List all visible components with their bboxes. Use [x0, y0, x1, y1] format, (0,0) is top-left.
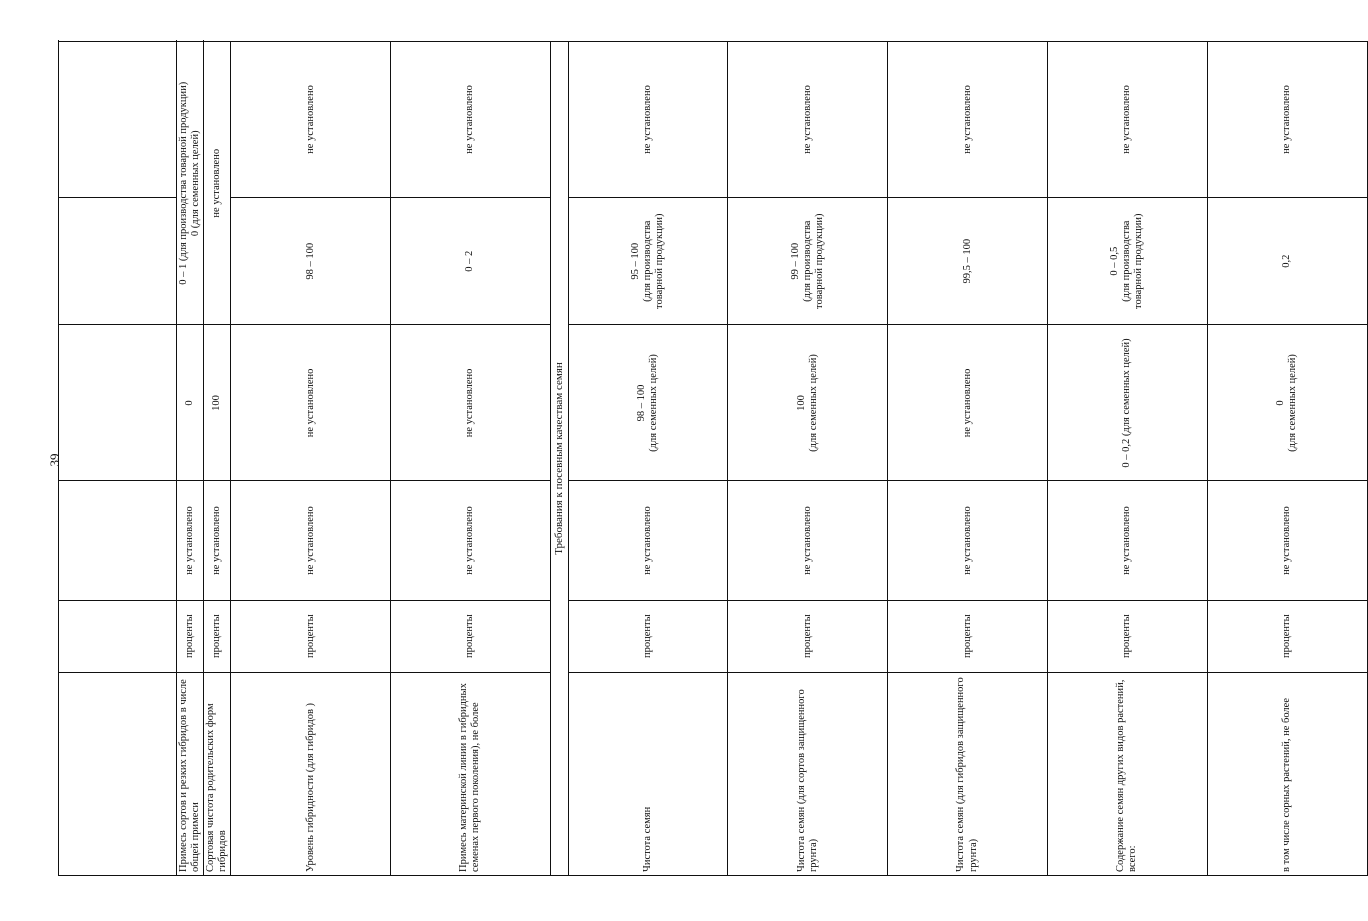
unit-cell: проценты — [1207, 600, 1367, 672]
table-row — [728, 42, 888, 876]
value-cell: не установлено — [1207, 42, 1367, 198]
param-cell: Чистота семян — [568, 672, 728, 875]
value-cell: не установлено — [177, 481, 204, 600]
value-cell: 100 — [204, 325, 231, 481]
value-cell: 0 – 2 — [391, 198, 551, 325]
value-cell: не установлено — [1047, 481, 1207, 600]
table-row — [177, 42, 204, 876]
table-row — [1207, 42, 1367, 876]
empty-cell — [59, 600, 177, 672]
empty-cell — [59, 672, 177, 875]
param-cell: Чистота семян (для сортов защищенного грунта) — [728, 672, 888, 875]
value-cell: не установлено — [391, 481, 551, 600]
table-row — [391, 42, 551, 876]
value-cell: 99 – 100 (для производства товарной продукции) — [728, 198, 888, 325]
value-cell: не установлено — [1047, 42, 1207, 198]
value-cell: не установлено — [231, 325, 391, 481]
value-cell: не установлено — [728, 42, 888, 198]
param-cell: Содержание семян других видов растений, всего: — [1047, 672, 1207, 875]
param-cell: Чистота семян (для гибридов защищенного грунта) — [888, 672, 1048, 875]
table-row — [231, 42, 391, 876]
table-row — [1047, 42, 1207, 876]
value-cell: не установлено — [231, 481, 391, 600]
empty-cell — [59, 42, 177, 198]
rotated-table-container — [58, 41, 1299, 876]
value-cell: не установлено — [1207, 481, 1367, 600]
value-cell: не установлено — [568, 42, 728, 198]
value-cell: 0 – 1 (для производства товарной продукции) 0 (для семенных целей) — [177, 42, 204, 325]
value-cell: не установлено — [231, 42, 391, 198]
value-cell: 99,5 – 100 — [888, 198, 1048, 325]
value-cell: не установлено — [204, 481, 231, 600]
table-row — [568, 42, 728, 876]
table-row — [204, 42, 231, 876]
value-cell: 0 — [177, 325, 204, 481]
table-row — [888, 42, 1048, 876]
seed-quality-table — [58, 41, 1368, 876]
page-number: 39 — [47, 453, 62, 467]
param-cell: Примесь материнской линии в гибридных семенах первого поколения), не более — [391, 672, 551, 875]
empty-cell — [59, 198, 177, 325]
value-cell: 0 – 0,5 (для производства товарной продукции) — [1047, 198, 1207, 325]
value-cell: не установлено — [888, 42, 1048, 198]
value-cell: не установлено — [888, 325, 1048, 481]
value-cell: не установлено — [888, 481, 1048, 600]
param-cell: Уровень гибридности (для гибридов ) — [231, 672, 391, 875]
value-cell: не установлено — [391, 42, 551, 198]
value-cell: не установлено — [568, 481, 728, 600]
value-cell: 0,2 — [1207, 198, 1367, 325]
param-cell: Примесь сортов и резких гибридов в числе общей примеси — [177, 672, 204, 875]
section-header-row — [550, 42, 568, 876]
value-cell: 0 (для семенных целей) — [1207, 325, 1367, 481]
param-cell: Сортовая чистота родительских форм гибридов — [204, 672, 231, 875]
value-cell: 98 – 100 (для семенных целей) — [568, 325, 728, 481]
value-cell: 100 (для семенных целей) — [728, 325, 888, 481]
value-cell: 98 – 100 — [231, 198, 391, 325]
top-empty-row — [59, 42, 177, 876]
section-title: Требования к посевным качествам семян — [550, 42, 568, 876]
unit-cell: проценты — [1047, 600, 1207, 672]
unit-cell: проценты — [728, 600, 888, 672]
empty-cell — [59, 481, 177, 600]
value-cell: не установлено — [204, 42, 231, 325]
value-cell: 95 – 100 (для производства товарной продукции) — [568, 198, 728, 325]
value-cell: не установлено — [391, 325, 551, 481]
value-cell: 0 – 0,2 (для семенных целей) — [1047, 325, 1207, 481]
unit-cell: проценты — [888, 600, 1048, 672]
unit-cell: проценты — [177, 600, 204, 672]
unit-cell: проценты — [204, 600, 231, 672]
param-cell: в том числе сорных растений, не более — [1207, 672, 1367, 875]
unit-cell: проценты — [568, 600, 728, 672]
unit-cell: проценты — [231, 600, 391, 672]
value-cell: не установлено — [728, 481, 888, 600]
unit-cell: проценты — [391, 600, 551, 672]
empty-cell — [59, 325, 177, 481]
